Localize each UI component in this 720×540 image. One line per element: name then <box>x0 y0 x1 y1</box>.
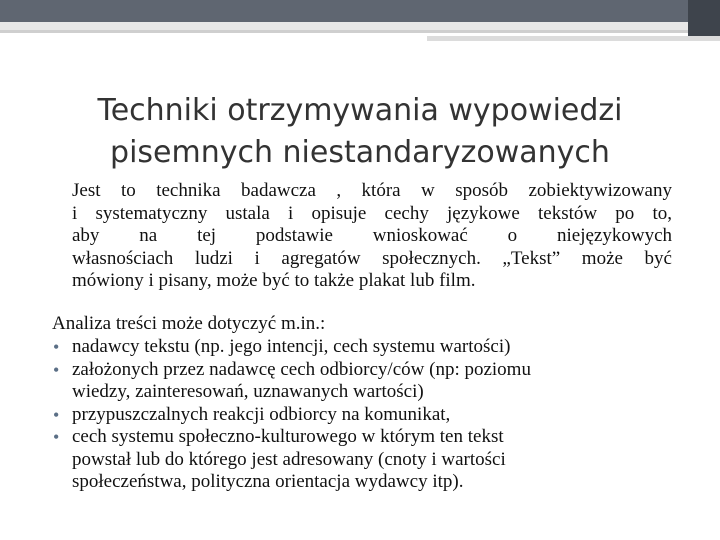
definition-line: aby na tej podstawie wnioskować o niejęzykowych <box>72 225 672 246</box>
definition-line: Jest to technika badawcza , która w sposób zobiektywizowany <box>72 180 672 201</box>
slide-title-line-1: Techniki otrzymywania wypowiedzi <box>97 93 623 128</box>
analysis-intro: Analiza treści może dotyczyć m.in.: <box>52 313 326 334</box>
bullet-icon: • <box>53 404 60 425</box>
list-item-text: cech systemu społeczno-kulturowego w którym ten tekst <box>72 426 504 447</box>
bullet-icon: • <box>53 427 60 447</box>
list-item-text: nadawcy tekstu (np. jego intencji, cech systemu wartości) <box>72 336 511 357</box>
list-item-text: wiedzy, zainteresowań, uznawanych wartości) <box>72 381 424 402</box>
analysis-bullet-list <box>52 336 692 494</box>
slide-title <box>40 90 680 174</box>
header-stripe-thin <box>0 30 720 33</box>
definition-line: mówiony i pisany, może być to także plakat lub film. <box>72 270 476 291</box>
header-stripe <box>0 22 720 30</box>
bullet-icon: • <box>53 359 60 380</box>
list-item-text: społeczeństwa, polityczna orientacja wydawcy itp). <box>72 471 464 492</box>
tab-accent <box>427 36 720 41</box>
definition-paragraph <box>72 180 672 293</box>
definition-line: i systematyczny ustala i opisuje cechy językowe tekstów po to, <box>72 202 672 224</box>
bullet-icon: • <box>53 337 60 357</box>
list-item <box>52 426 692 494</box>
list-item <box>52 336 692 359</box>
definition-line: własnościach ludzi i agregatów społecznych. „Tekst” może być <box>72 247 672 269</box>
list-item-text: przypuszczalnych reakcji odbiorcy na komunikat, <box>72 403 451 425</box>
header-bar <box>0 0 720 22</box>
slide-title-line-2: pisemnych niestandaryzowanych <box>110 135 610 170</box>
list-item-text: założonych przez nadawcę cech odbiorcy/ców (np: poziomu <box>72 358 531 380</box>
corner-accent <box>688 0 720 40</box>
list-item <box>52 359 692 404</box>
list-item <box>52 404 692 427</box>
list-item-text: powstał lub do którego jest adresowany (cnoty i wartości <box>72 448 506 470</box>
